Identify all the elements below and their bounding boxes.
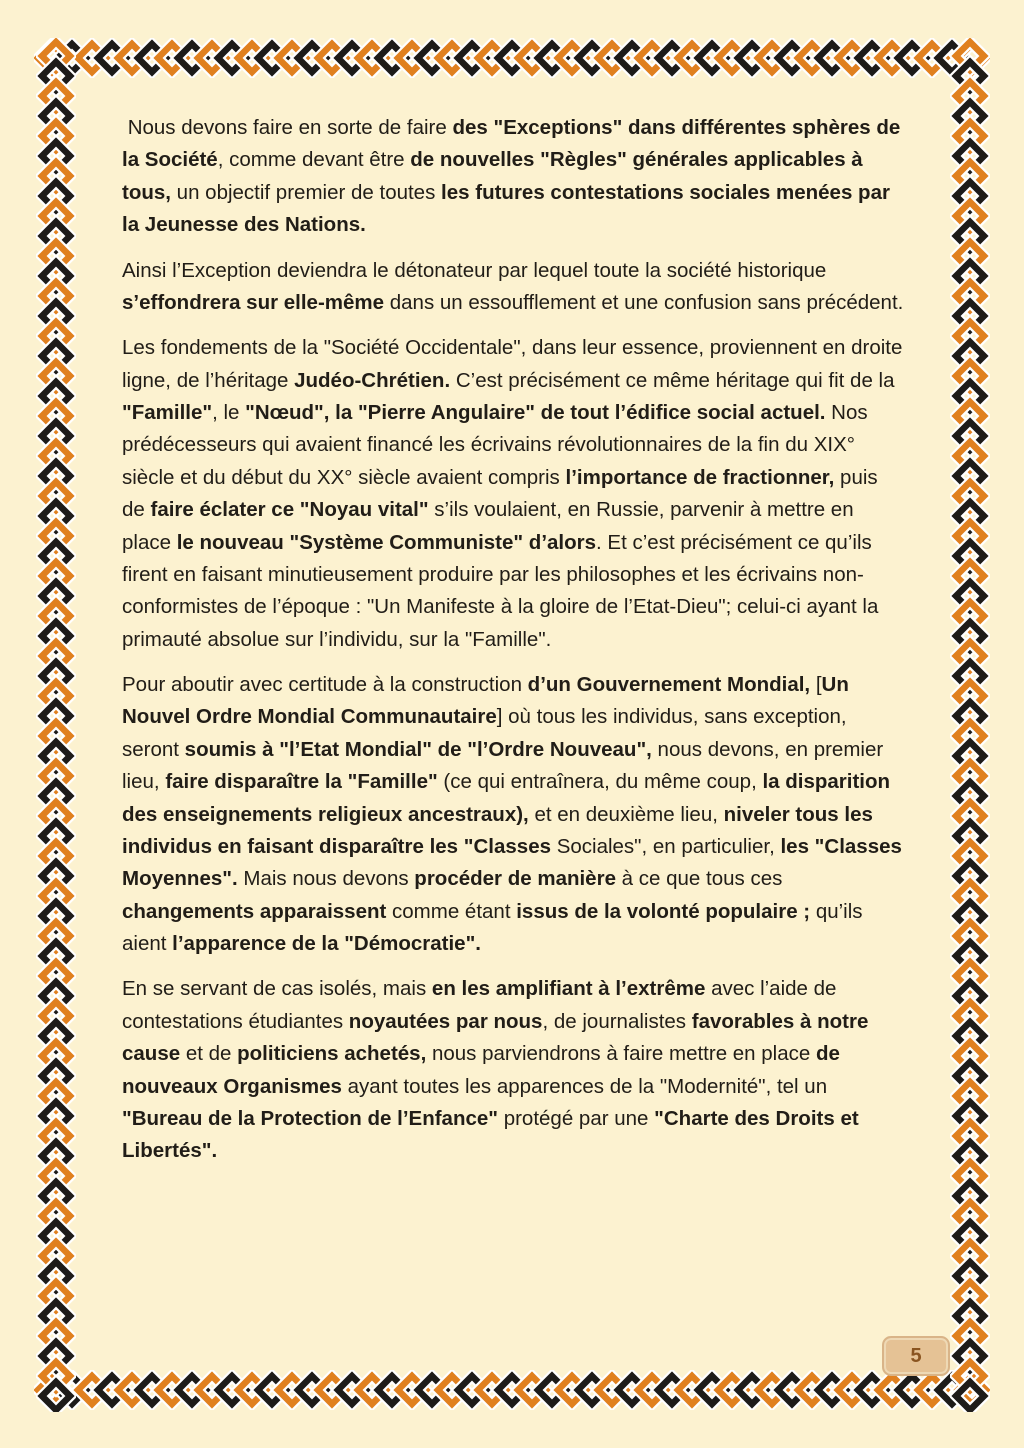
bold-text: procéder de manière: [414, 867, 616, 891]
text: [: [810, 673, 822, 696]
bold-text: noyautées par nous: [348, 1009, 543, 1033]
document-body: [122, 112, 904, 1181]
bold-text: les futures contestations sociales menées par la Jeunesse des Nations.: [122, 180, 890, 237]
text: à ce que tous ces: [615, 867, 783, 891]
bold-text: politiciens achetés,: [237, 1042, 427, 1066]
paragraph: [122, 112, 904, 242]
text: (ce qui entraînera, du même coup,: [437, 770, 763, 794]
text: Pour aboutir avec certitude à la construction: [122, 673, 528, 696]
text: ] où tous les individus, sans exception, seront: [122, 705, 847, 761]
bold-text: niveler tous les individus en faisant disparaître les "Classes: [122, 802, 873, 858]
paragraph: [122, 255, 904, 320]
bold-text: soumis à "l’Etat Mondial" de "l’Ordre Nouveau",: [184, 737, 652, 761]
text: un objectif premier de toutes: [170, 180, 442, 204]
text: ayant toutes les apparences de la "Modernité", tel un: [341, 1074, 828, 1098]
bold-text: "Bureau de la Protection de l’Enfance": [122, 1106, 498, 1130]
bold-text: des "Exceptions" dans différentes sphères de la Société: [122, 116, 901, 172]
text: . Et c’est précisément ce qu’ils firent en faisant minutieusement produire par les philosophes et les écrivains non-conformistes de l’époque : "Un Manifeste à la gloire de l’Etat-Dieu"; celui-ci ayant la primauté absolue sur l’individu, sur la "Famille".: [122, 530, 879, 651]
paragraph: [122, 973, 904, 1167]
text: comme étant: [386, 899, 517, 923]
text: protégé par une: [498, 1106, 655, 1130]
text: et en deuxième lieu,: [528, 802, 724, 826]
bold-text: s’effondrera sur elle-même: [122, 290, 385, 314]
text: nous parviendrons à faire mettre en place: [426, 1042, 816, 1066]
text: puis de: [122, 465, 878, 522]
bold-text: "Nœud", la "Pierre Angulaire" de tout l’édifice social actuel.: [245, 401, 826, 424]
bold-text: "Charte des Droits et Libertés".: [122, 1106, 859, 1163]
text: Nos prédécesseurs qui avaient financé les écrivains révolutionnaires de la fin du XIX° siècle et du début du XX° siècle avaient compris: [122, 401, 868, 489]
decorative-border-top: [34, 38, 990, 78]
bold-text: le nouveau "Système Communiste" d’alors: [176, 530, 597, 554]
bold-text: en les amplifiant à l’extrême: [431, 977, 706, 1001]
text: En se servant de cas isolés, mais: [122, 977, 432, 1001]
text: Mais nous devons: [237, 867, 415, 891]
bold-text: de nouvelles "Règles" générales applicables à tous,: [122, 148, 863, 204]
page-number-label: 5: [910, 1344, 922, 1367]
bold-text: la disparition des enseignements religieux ancestraux),: [122, 770, 891, 826]
bold-text: "Famille": [122, 401, 213, 424]
paragraph: [122, 332, 904, 656]
page-number-badge: [882, 1336, 950, 1376]
bold-text: Judéo-Chrétien.: [294, 368, 451, 392]
bold-text: issus de la volonté populaire ;: [516, 899, 811, 923]
bold-text: l’importance de fractionner,: [565, 465, 835, 489]
text: qu’ils aient: [122, 899, 863, 955]
text: Sociales", en particulier,: [551, 834, 781, 858]
text: dans un essoufflement et une confusion sans précédent.: [384, 290, 904, 314]
text: avec l’aide de contestations étudiantes: [122, 977, 837, 1033]
paragraph: [122, 669, 904, 960]
text: Ainsi l’Exception deviendra le détonateur par lequel toute la société historique: [122, 258, 827, 282]
decorative-border-right: [950, 38, 990, 1412]
text: C’est précisément ce même héritage qui fit de la: [450, 368, 895, 392]
bold-text: de nouveaux Organismes: [122, 1042, 840, 1098]
text: et de: [180, 1042, 238, 1066]
bold-text: Un Nouvel Ordre Mondial Communautaire: [122, 673, 849, 729]
bold-text: changements apparaissent: [122, 899, 387, 923]
decorative-border-bottom: [34, 1370, 990, 1410]
bold-text: favorables à notre cause: [122, 1009, 869, 1066]
decorative-border-left: [36, 38, 76, 1412]
bold-text: l’apparence de la "Démocratie".: [172, 932, 481, 955]
bold-text: faire disparaître la "Famille": [165, 770, 438, 794]
text: Les fondements de la "Société Occidentale", dans leur essence, proviennent en droite ligne, de l’héritage: [122, 336, 903, 392]
text: , le: [212, 401, 246, 424]
bold-text: les "Classes Moyennes".: [122, 834, 902, 891]
text: Nous devons faire en sorte de faire: [122, 116, 453, 139]
bold-text: faire éclater ce "Noyau vital": [150, 498, 429, 522]
text: , de journalistes: [542, 1009, 692, 1033]
text: s’ils voulaient, en Russie, parvenir à mettre en place: [122, 498, 854, 554]
text: , comme devant être: [217, 148, 411, 172]
text: nous devons, en premier lieu,: [122, 737, 884, 794]
bold-text: d’un Gouvernement Mondial,: [527, 673, 811, 696]
